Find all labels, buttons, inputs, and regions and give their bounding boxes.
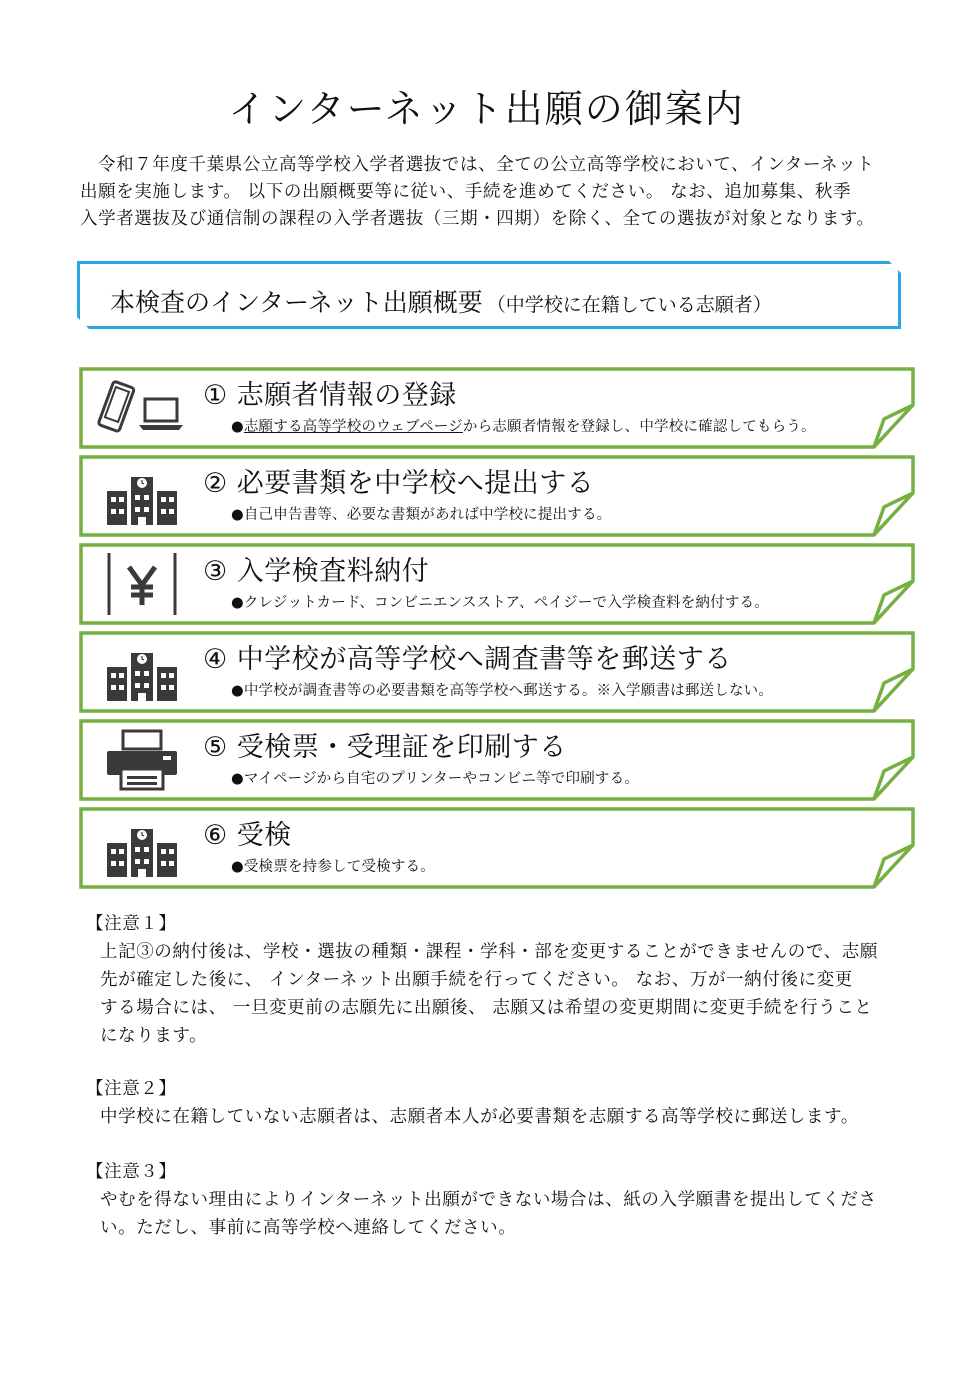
note-label: 【注意１】 bbox=[86, 914, 177, 934]
intro-paragraph bbox=[80, 152, 910, 233]
note-2 bbox=[86, 1075, 916, 1131]
step-description: ●クレジットカード、コンビニエンスストア、ペイジーで入学検査料を納付する。 bbox=[231, 595, 769, 611]
school-building-icon bbox=[93, 641, 189, 703]
note-line: やむを得ない理由によりインターネット出願ができない場合は、紙の入学願書を提出してくださ bbox=[100, 1190, 877, 1210]
phone-laptop-icon bbox=[93, 377, 189, 439]
note-line: 上記③の納付後は、学校・選抜の種類・課程・学科・部を変更することができませんので、志願 bbox=[100, 942, 878, 962]
step-card bbox=[79, 807, 917, 889]
school-webpage-link[interactable]: 志願する高等学校のウェブページ bbox=[243, 419, 463, 435]
step-heading: ④ 中学校が高等学校へ調査書等を郵送する bbox=[203, 644, 732, 675]
banner-main-text: 本検査のインターネット出願概要 bbox=[110, 288, 483, 317]
step-card bbox=[79, 631, 917, 713]
page-title: インターネット出願の御案内 bbox=[228, 87, 745, 131]
note-label: 【注意２】 bbox=[86, 1079, 177, 1099]
note-line: 先が確定した後に、 インターネット出願手続を行ってください。 なお、万が一納付後に変更 bbox=[100, 970, 853, 990]
step-heading: ③ 入学検査料納付 bbox=[203, 556, 430, 587]
step-description: ●受検票を持参して受検する。 bbox=[231, 859, 435, 875]
step-description: ●マイページから自宅のプリンターやコンビニ等で印刷する。 bbox=[231, 771, 640, 787]
step-heading: ⑥ 受検 bbox=[203, 820, 292, 851]
banner-sub-text: （中学校に在籍している志願者） bbox=[486, 294, 772, 316]
step-description bbox=[231, 415, 816, 436]
intro-line: 出願を実施します。 以下の出願概要等に従い、手続を進めてください。 なお、追加募集、秋季 bbox=[80, 182, 852, 202]
bullet: ● bbox=[231, 419, 244, 435]
step-card bbox=[79, 455, 917, 537]
note-line: する場合には、 一旦変更前の志願先に出願後、 志願又は希望の変更期間に変更手続を行うこと bbox=[100, 998, 873, 1018]
yen-icon bbox=[93, 553, 189, 615]
step-heading: ② 必要書類を中学校へ提出する bbox=[203, 468, 595, 499]
intro-line: 令和７年度千葉県公立高等学校入学者選抜では、全ての公立高等学校において、インターネット bbox=[98, 155, 875, 175]
banner-title bbox=[110, 283, 772, 319]
step-description: ●中学校が調査書等の必要書類を高等学校へ郵送する。※入学願書は郵送しない。 bbox=[231, 683, 774, 699]
note-line: になります。 bbox=[100, 1026, 208, 1046]
school-building-icon bbox=[93, 817, 189, 879]
school-building-icon bbox=[93, 465, 189, 527]
step-card bbox=[79, 719, 917, 801]
step-description-text: から志願者情報を登録し、中学校に確認してもらう。 bbox=[462, 419, 816, 435]
note-line: い。ただし、事前に高等学校へ連絡してください。 bbox=[100, 1218, 517, 1238]
banner-fold bbox=[77, 317, 89, 329]
intro-line: 入学者選抜及び通信制の課程の入学者選抜（三期・四期）を除く、全ての選抜が対象となります。 bbox=[80, 209, 875, 229]
note-label: 【注意３】 bbox=[86, 1162, 177, 1182]
banner-fold bbox=[889, 261, 901, 273]
printer-icon bbox=[93, 729, 189, 791]
note-1 bbox=[86, 910, 916, 1050]
step-description: ●自己申告書等、必要な書類があれば中学校に提出する。 bbox=[231, 507, 612, 523]
note-line: 中学校に在籍していない志願者は、志願者本人が必要書類を志願する高等学校に郵送します。 bbox=[100, 1107, 859, 1127]
overview-banner bbox=[77, 261, 901, 329]
note-3 bbox=[86, 1158, 916, 1242]
step-card bbox=[79, 543, 917, 625]
step-heading: ⑤ 受検票・受理証を印刷する bbox=[203, 732, 567, 763]
step-card bbox=[79, 367, 917, 449]
step-heading: ① 志願者情報の登録 bbox=[203, 380, 457, 411]
